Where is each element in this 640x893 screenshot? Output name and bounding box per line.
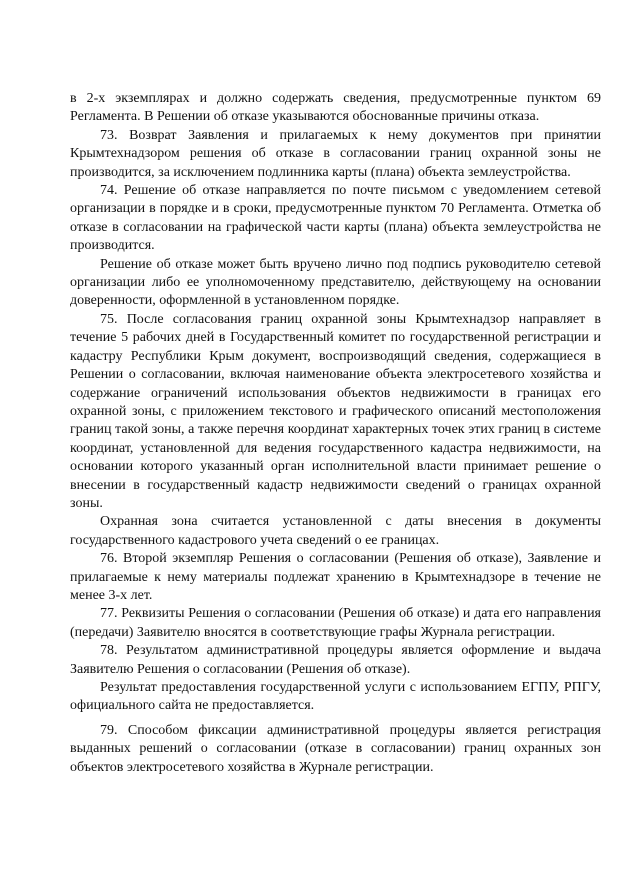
paragraph-79: 79. Способом фиксации административной процедуры является регистрация выданных решений о согласовании (отказе в согласовании) границ охранных зон объектов электросетевого хозяйства в Журнале регистрации. (70, 722, 601, 775)
paragraph-75: 75. После согласования границ охранной зоны Крымтехнадзор направляет в течение 5 рабочих дней в Государственный комитет по государственной регистрации и кадастру Республики Крым документ, воспроизводящий сведения, содержащиеся в Решении о согласовании, включая наименование объекта электросетевого хозяйства и содержание ограничений использования объектов недвижимости в границах его охранной зоны, с приложением текстового и графического описаний местоположения границ такой зоны, а также перечня координат характерных точек этих границ в системе координат, установленной для ведения государственного кадастра недвижимости, на основании которого указанный орган исполнительной власти принимает решение о внесении в государственный кадастр недвижимости сведений о границах охранной зоны. (70, 311, 601, 511)
paragraph-75-zone: Охранная зона считается установленной с даты внесения в документы государственного кадастрового учета сведений о ее границах. (70, 514, 601, 548)
paragraph-77: 77. Реквизиты Решения о согласовании (Решения об отказе) и дата его направления (передачи) Заявителю вносятся в соответствующие графы Журнала регистрации. (70, 606, 601, 640)
paragraph-78: 78. Результатом административной процедуры является оформление и выдача Заявителю Решения о согласовании (Решения об отказе). (70, 643, 601, 677)
paragraph-76: 76. Второй экземпляр Решения о согласовании (Решения об отказе), Заявление и прилагаемые к нему материалы подлежат хранению в Крымтехнадзоре в течение не менее 3-х лет. (70, 551, 601, 603)
paragraph-74-delivery: Решение об отказе может быть вручено лично под подпись руководителю сетевой организации либо ее уполномоченному представителю, действующему на основании доверенности, оформленной в установленном порядке. (70, 256, 601, 309)
paragraph-73: 73. Возврат Заявления и прилагаемых к нему документов при принятии Крымтехнадзором решения об отказе в согласовании границ охранной зоны не производится, за исключением подлинника карты (плана) объекта землеустройства. (70, 127, 601, 180)
paragraph-78-result: Результат предоставления государственной услуги с использованием ЕГПУ, РПГУ, официального сайта не предоставляется. (70, 680, 601, 714)
paragraph-74: 74. Решение об отказе направляется по почте письмом с уведомлением сетевой организации в порядке и в сроки, предусмотренные пунктом 70 Регламента. Отметка об отказе в согласовании на графической части карты (плана) объекта землеустройства не производится. (70, 183, 601, 254)
document-body (70, 90, 601, 777)
paragraph-continuation: в 2-х экземплярах и должно содержать сведения, предусмотренные пунктом 69 Регламента. В Решении об отказе указываются обоснованные причины отказа. (70, 91, 601, 125)
